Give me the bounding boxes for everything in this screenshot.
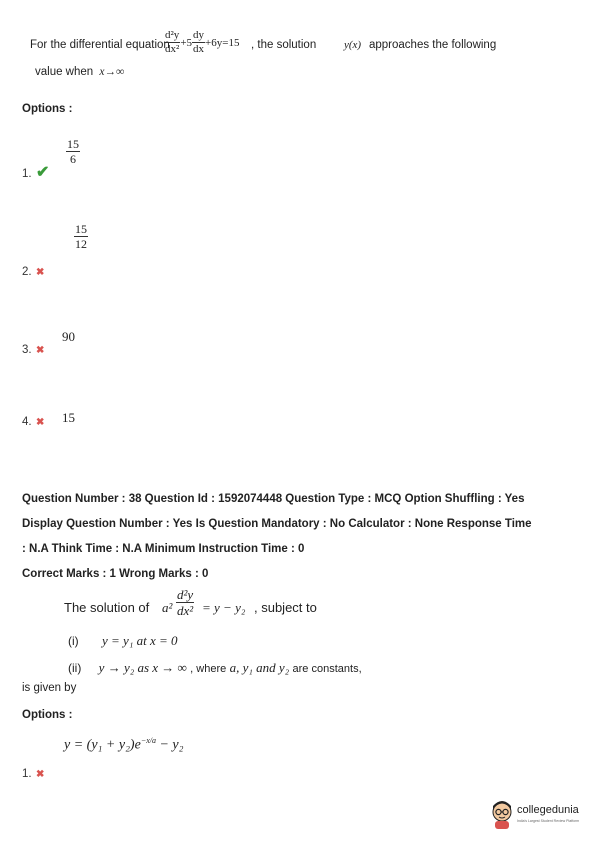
option-1-marker[interactable]: 1. ✔ — [22, 164, 50, 181]
option-2-value: $\frac{15}{12}$ — [75, 222, 87, 251]
condition-i: (i) y = y₁ at x = 0 — [68, 633, 178, 648]
collegedunia-logo — [489, 800, 589, 834]
question-38-stem: The solution of a² $\frac{\text{d²y}}{\text{dx²}}$ = y − y₂ , subject to — [64, 587, 317, 618]
options-label-38: Options : — [22, 709, 73, 721]
option-3-marker[interactable]: 3. ✖ — [22, 344, 45, 356]
question-37-line-2: value when x→∞ — [35, 66, 125, 78]
option-3-value: 90 — [62, 329, 75, 344]
wrong-cross-icon: ✖ — [36, 345, 45, 356]
wrong-cross-icon: ✖ — [36, 769, 45, 780]
options-label-37: Options : — [22, 103, 73, 115]
stem-intro: For the differential equation — [30, 39, 170, 51]
option-1-value: $\frac{15}{6}$ — [67, 137, 79, 166]
logo-text: collegedunia — [517, 804, 579, 816]
condition-ii: (ii) y → y₂ as x → ∞ , where a, y₁ and y₂ are constants, — [68, 660, 362, 675]
option-2-marker[interactable]: 2. ✖ — [22, 266, 45, 278]
logo-tagline: India's Largest Student Review Platform — [517, 819, 580, 823]
stem-tail-2: approaches the following — [369, 39, 497, 51]
is-given-by: is given by — [22, 682, 77, 694]
correct-check-icon: ✔ — [36, 164, 50, 181]
mascot-icon — [489, 800, 515, 830]
limit-condition: x→∞ — [99, 66, 125, 78]
marks-line: Correct Marks : 1 Wrong Marks : 0 — [22, 568, 209, 580]
stem-tail: , the solution — [251, 39, 317, 51]
wrong-cross-icon: ✖ — [36, 417, 45, 428]
question-38-meta: Question Number : 38 Question Id : 1592074448 Question Type : MCQ Option Shuffling : Yes Display Question Number : Yes Is Question Mandatory : No Calculator : None Response Time : N.A Think Time : N.A Minimum Instruction Time : 0 Correct Marks : 1 Wrong Marks : 0 — [22, 487, 582, 587]
wrong-cross-icon: ✖ — [36, 267, 45, 278]
option-4-value: 15 — [62, 410, 75, 425]
option-38-1-marker[interactable]: 1. ✖ — [22, 768, 45, 780]
differential-equation: $\frac{\text{d²y}}{\text{dx²}}$ +5 $\frac{dy}{dx}$ +6y=15 — [165, 29, 240, 55]
option-38-1-value: $y = (y_1 + y_2)e^{-x/a} - y_2$ — [64, 736, 184, 753]
function-y-x: y(x) — [344, 39, 362, 51]
option-4-marker[interactable]: 4. ✖ — [22, 416, 45, 428]
question-37-stem — [30, 30, 570, 62]
